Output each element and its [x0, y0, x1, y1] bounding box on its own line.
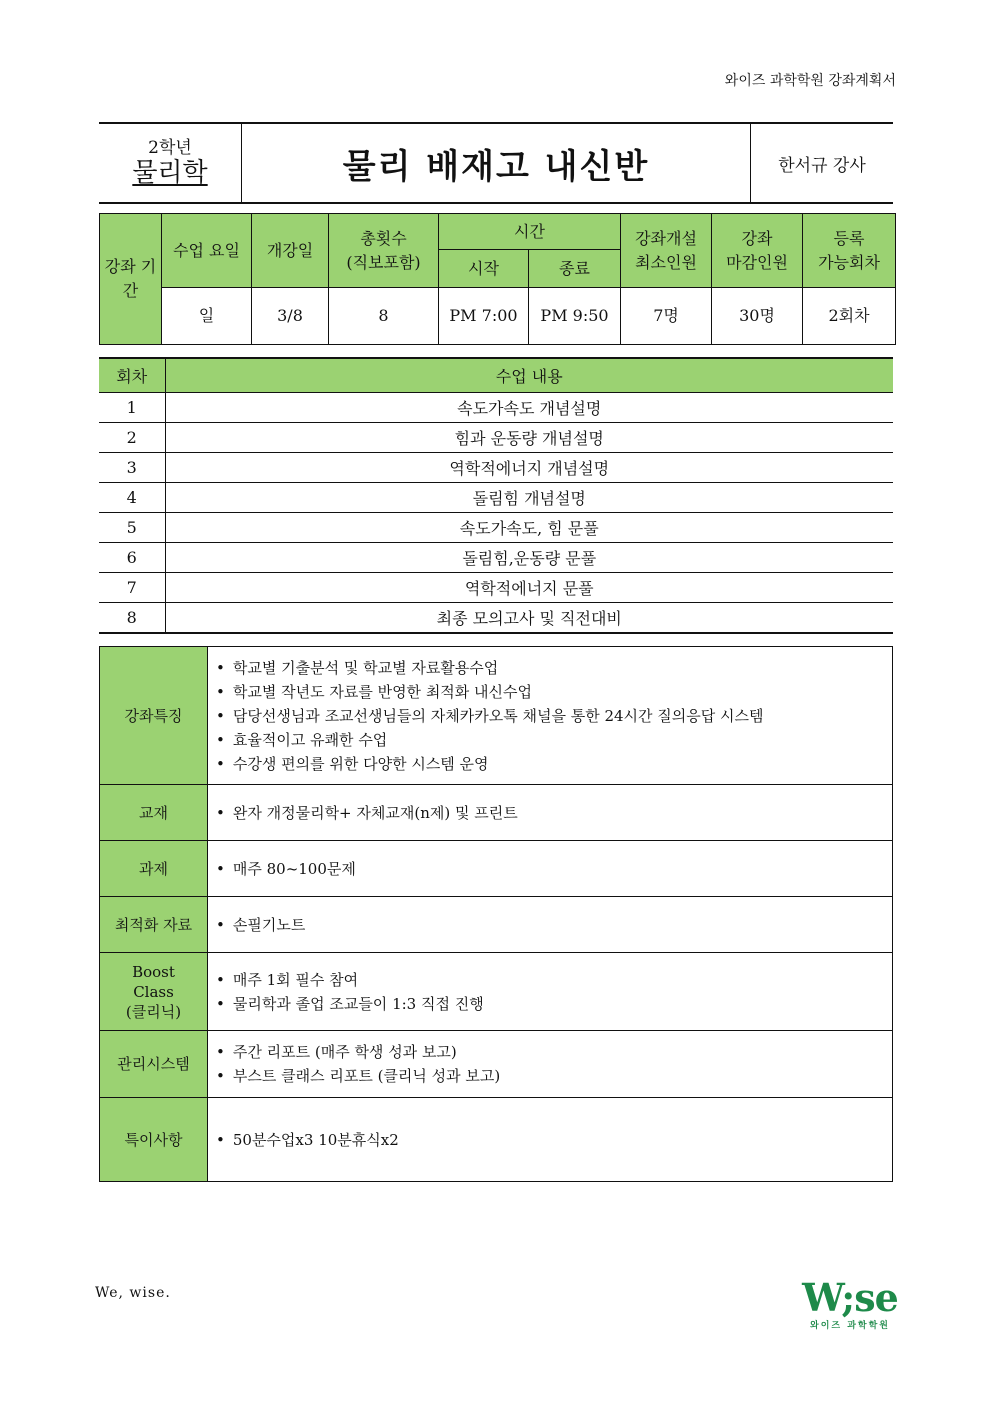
- special-label: 특이사항: [100, 1098, 208, 1182]
- session-no: 6: [99, 542, 165, 572]
- document-header: 와이즈 과학학원 강좌계획서: [724, 73, 896, 89]
- table-row: [99, 512, 893, 542]
- manage-label: 관리시스템: [100, 1031, 208, 1098]
- boost-content: [208, 953, 893, 1031]
- table-row: [99, 422, 893, 452]
- table-row: [99, 542, 893, 572]
- textbook-label: 교재: [100, 785, 208, 841]
- value-total: 8: [329, 288, 439, 345]
- logo-mark: W;se: [802, 1275, 898, 1320]
- session-no: 7: [99, 572, 165, 602]
- value-max-people: 30명: [712, 288, 803, 345]
- logo-subtitle: 와이즈 과학학원: [810, 1321, 890, 1331]
- session-no: 1: [99, 392, 165, 422]
- list-item: • 부스트 클래스 리포트 (클리닉 성과 보고): [216, 1064, 892, 1088]
- list-item: • 완자 개정물리학+ 자체교재(n제) 및 프린트: [216, 801, 892, 825]
- col-total: 총횟수 (직보포함): [329, 214, 439, 288]
- col-max-people: 강좌 마감인원: [712, 214, 803, 288]
- value-time-end: PM 9:50: [529, 288, 621, 345]
- session-content: 힘과 운동량 개념설명: [165, 422, 893, 452]
- feature-content: [208, 647, 893, 785]
- list-item: • 담당선생님과 조교선생님들의 자체카카오톡 채널을 통한 24시간 질의응답 시스템: [216, 704, 892, 728]
- title-box: [99, 122, 893, 204]
- course-title: 물리 배재고 내신반: [242, 124, 751, 202]
- col-time-start: 시작: [439, 250, 529, 288]
- value-day: 일: [162, 288, 252, 345]
- list-item: • 매주 80~100문제: [216, 857, 892, 881]
- manage-content: [208, 1031, 893, 1098]
- session-no: 2: [99, 422, 165, 452]
- session-content: 역학적에너지 문풀: [165, 572, 893, 602]
- session-table: [99, 357, 893, 634]
- value-min-people: 7명: [621, 288, 712, 345]
- boost-label: Boost Class (클리닉): [100, 953, 208, 1031]
- value-reg-session: 2회차: [803, 288, 896, 345]
- course-features-table: [99, 646, 893, 1182]
- homework-content: [208, 841, 893, 897]
- teacher-name: 한서규 강사: [778, 155, 866, 176]
- feature-label: 강좌특징: [100, 647, 208, 785]
- table-row: [99, 572, 893, 602]
- col-start-date: 개강일: [252, 214, 329, 288]
- table-row: [99, 452, 893, 482]
- wise-logo: [800, 1275, 900, 1336]
- session-content: 돌림힘 개념설명: [165, 482, 893, 512]
- session-content: 역학적에너지 개념설명: [165, 452, 893, 482]
- subject-cell: [99, 124, 242, 202]
- list-item: • 물리학과 졸업 조교들이 1:3 직접 진행: [216, 992, 892, 1016]
- textbook-content: [208, 785, 893, 841]
- list-item: • 효율적이고 유쾌한 수업: [216, 728, 892, 752]
- list-item: • 학교별 작년도 자료를 반영한 최적화 내신수업: [216, 680, 892, 704]
- optimize-content: [208, 897, 893, 953]
- grade-label: 2학년: [148, 138, 192, 158]
- list-item: • 매주 1회 필수 참여: [216, 968, 892, 992]
- col-min-people: 강좌개설 최소인원: [621, 214, 712, 288]
- session-no: 5: [99, 512, 165, 542]
- session-no: 3: [99, 452, 165, 482]
- col-reg-session: 등록 가능회차: [803, 214, 896, 288]
- homework-label: 과제: [100, 841, 208, 897]
- subject-label: 물리학: [132, 158, 208, 188]
- session-content: 돌림힘,운동량 문풀: [165, 542, 893, 572]
- special-content: [208, 1098, 893, 1182]
- footer-slogan: We, wise.: [95, 1285, 171, 1301]
- list-item: • 손필기노트: [216, 913, 892, 937]
- session-header-content: 수업 내용: [165, 358, 893, 392]
- course-period-table: [99, 213, 896, 345]
- session-no: 8: [99, 602, 165, 633]
- session-content: 속도가속도, 힘 문풀: [165, 512, 893, 542]
- session-content: 최종 모의고사 및 직전대비: [165, 602, 893, 633]
- optimize-label: 최적화 자료: [100, 897, 208, 953]
- list-item: • 50분수업x3 10분휴식x2: [216, 1128, 892, 1152]
- session-no: 4: [99, 482, 165, 512]
- session-content: 속도가속도 개념설명: [165, 392, 893, 422]
- session-header-no: 회차: [99, 358, 165, 392]
- value-start-date: 3/8: [252, 288, 329, 345]
- period-label: 강좌 기간: [100, 214, 162, 345]
- list-item: • 학교별 기출분석 및 학교별 자료활용수업: [216, 656, 892, 680]
- col-time-end: 종료: [529, 250, 621, 288]
- list-item: • 주간 리포트 (매주 학생 성과 보고): [216, 1040, 892, 1064]
- table-row: [99, 392, 893, 422]
- table-row: [99, 482, 893, 512]
- list-item: • 수강생 편의를 위한 다양한 시스템 운영: [216, 752, 892, 776]
- table-row: [99, 602, 893, 633]
- col-time: 시간: [439, 214, 621, 250]
- col-day: 수업 요일: [162, 214, 252, 288]
- value-time-start: PM 7:00: [439, 288, 529, 345]
